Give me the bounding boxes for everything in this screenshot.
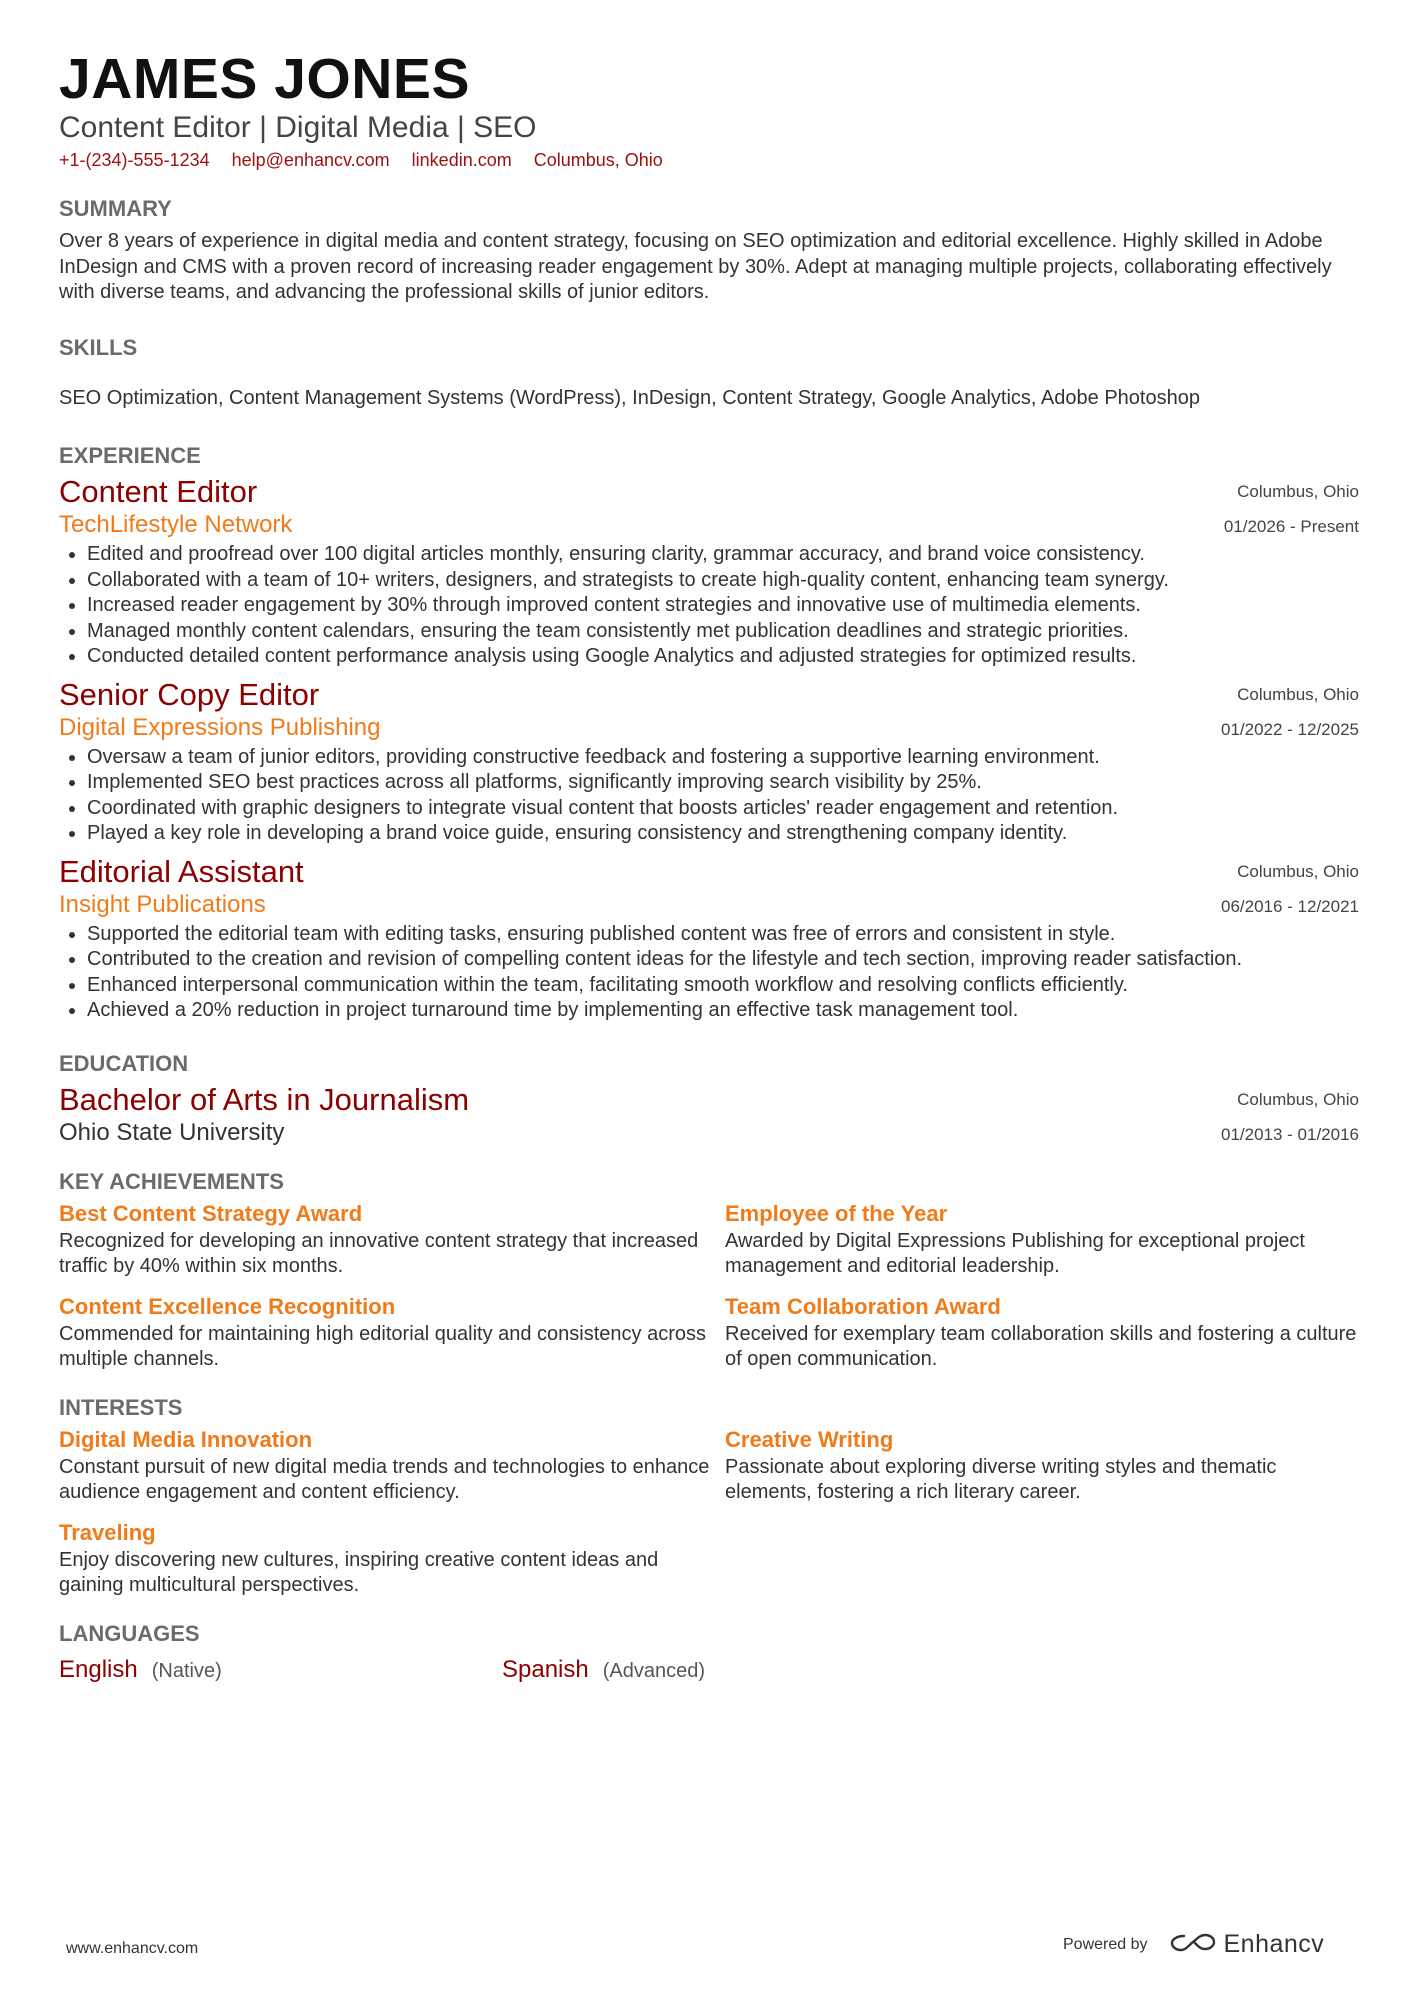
interest-desc: Enjoy discovering new cultures, inspiring creative content ideas and gaining multicultural perspectives. xyxy=(59,1548,659,1596)
skills-heading: SKILLS xyxy=(59,334,138,360)
job-header xyxy=(59,854,1359,920)
contact-email[interactable]: help@enhancv.com xyxy=(231,150,390,170)
education-section xyxy=(59,1050,1359,1148)
job-location: Columbus, Ohio xyxy=(1237,482,1359,501)
interest-desc: Passionate about exploring diverse writing styles and thematic elements, fostering a rich literary career. xyxy=(725,1455,1277,1503)
job-bullet: • Coordinated with graphic designers to integrate visual content that boosts articles' reader engagement and retention. xyxy=(87,796,1359,822)
education-entry xyxy=(59,1082,1359,1148)
languages-list xyxy=(59,1652,1359,1692)
summary-heading: SUMMARY xyxy=(59,196,172,221)
achievement-desc: Recognized for developing an innovative content strategy that increased traffic by 40% within six months. xyxy=(59,1229,699,1277)
job-meta xyxy=(1221,677,1359,747)
enhancv-logo-icon xyxy=(1170,1930,1216,1959)
job-meta xyxy=(1221,854,1359,924)
achievement-item xyxy=(725,1292,1359,1373)
language-level: (Native) xyxy=(151,1659,222,1682)
job-dates: 01/2022 - 12/2025 xyxy=(1220,719,1359,739)
achievement-title: Team Collaboration Award xyxy=(725,1293,1001,1319)
education-school: Ohio State University xyxy=(59,1118,285,1146)
contact-line xyxy=(59,148,1359,172)
job-header xyxy=(59,677,1359,743)
languages-heading: LANGUAGES xyxy=(59,1620,200,1646)
job-company: TechLifestyle Network xyxy=(59,511,293,538)
achievement-title: Employee of the Year xyxy=(725,1200,948,1226)
achievement-title: Best Content Strategy Award xyxy=(59,1200,363,1226)
contact-linkedin[interactable]: linkedin.com xyxy=(411,150,512,170)
footer-branding[interactable] xyxy=(1063,1930,1324,1959)
language-name: English xyxy=(59,1655,138,1683)
interest-desc: Constant pursuit of new digital media trends and technologies to enhance audience engagement and content efficiency. xyxy=(59,1455,710,1503)
enhancv-brand: Enhancv xyxy=(1223,1930,1325,1958)
interest-item xyxy=(59,1425,725,1506)
job-title: Senior Copy Editor xyxy=(59,676,320,712)
achievement-item xyxy=(59,1292,725,1373)
interests-heading: INTERESTS xyxy=(59,1394,183,1420)
language-name: Spanish xyxy=(502,1655,589,1683)
interest-item xyxy=(725,1425,1359,1506)
achievements-grid xyxy=(59,1199,1359,1373)
job-meta xyxy=(1224,474,1359,544)
job-bullet: • Achieved a 20% reduction in project turnaround time by implementing an effective task management tool. xyxy=(87,998,1299,1024)
skills-text: SEO Optimization, Content Management Systems (WordPress), InDesign, Content Strategy, Google Analytics, Adobe Photoshop xyxy=(59,386,1200,409)
achievement-item xyxy=(725,1199,1359,1280)
resume-page xyxy=(59,46,1359,1692)
contact-location: Columbus, Ohio xyxy=(533,150,663,170)
experience-heading: EXPERIENCE xyxy=(59,443,201,468)
skills-section xyxy=(59,334,1359,412)
job-location: Columbus, Ohio xyxy=(1237,684,1359,704)
powered-by-label: Powered by xyxy=(1063,1935,1148,1953)
interest-title: Creative Writing xyxy=(725,1426,894,1452)
education-dates: 01/2013 - 01/2016 xyxy=(1220,1124,1359,1144)
job-title: Editorial Assistant xyxy=(59,853,304,889)
candidate-name: JAMES JONES xyxy=(59,47,470,111)
summary-text: Over 8 years of experience in digital media and content strategy, focusing on SEO optimization and editorial excellence. Highly skilled in Adobe InDesign and CMS with a proven record of increasing reader engagement by 30%. Adept at managing multiple projects, collaborating effectively with diverse teams, and advancing the professional skills of junior editors. xyxy=(59,230,1332,303)
education-location: Columbus, Ohio xyxy=(1237,1089,1359,1109)
job-bullet: • Edited and proofread over 100 digital articles monthly, ensuring clarity, grammar accuracy, and brand voice consistency. xyxy=(87,542,1359,568)
interest-title: Traveling xyxy=(59,1519,156,1545)
education-degree: Bachelor of Arts in Journalism xyxy=(59,1081,470,1117)
interest-title: Digital Media Innovation xyxy=(59,1426,313,1452)
job-title: Content Editor xyxy=(59,474,258,509)
job-company: Insight Publications xyxy=(59,890,266,918)
interests-grid xyxy=(59,1425,1359,1599)
job-dates: 06/2016 - 12/2021 xyxy=(1220,896,1359,916)
job-bullet: • Enhanced interpersonal communication within the team, facilitating smooth workflow and resolving conflicts efficiently. xyxy=(87,973,1299,999)
job-location: Columbus, Ohio xyxy=(1237,861,1359,881)
job-company: Digital Expressions Publishing xyxy=(59,713,381,741)
achievement-desc: Awarded by Digital Expressions Publishing for exceptional project management and editorial leadership. xyxy=(725,1229,1305,1277)
job-bullet: • Oversaw a team of junior editors, providing constructive feedback and fostering a supportive learning environment. xyxy=(87,745,1359,771)
achievement-title: Content Excellence Recognition xyxy=(59,1293,396,1319)
achievement-desc: Commended for maintaining high editorial quality and consistency across multiple channels. xyxy=(59,1322,707,1370)
achievements-section xyxy=(59,1168,1359,1373)
contact-phone[interactable]: +1-(234)-555-1234 xyxy=(59,150,210,170)
experience-section xyxy=(59,442,1359,1024)
job-bullet: • Implemented SEO best practices across all platforms, significantly improving search visibility by 25%. xyxy=(87,770,1359,796)
language-item xyxy=(502,1652,705,1689)
job-bullets xyxy=(59,745,1359,847)
job-bullets xyxy=(59,542,1359,670)
job-bullet: • Managed monthly content calendars, ensuring the team consistently met publication deadlines and strategic priorities. xyxy=(87,619,1359,645)
languages-section xyxy=(59,1620,1359,1692)
language-item xyxy=(59,1652,222,1689)
job-bullet: • Contributed to the creation and revision of compelling content ideas for the lifestyle and tech section, improving reader satisfaction. xyxy=(87,947,1299,973)
footer-website[interactable]: www.enhancv.com xyxy=(66,1940,199,1957)
interest-item xyxy=(59,1518,725,1599)
job-entry xyxy=(59,854,1359,1024)
job-entry xyxy=(59,677,1359,847)
job-bullets xyxy=(59,922,1359,1024)
achievements-heading: KEY ACHIEVEMENTS xyxy=(59,1168,284,1194)
education-meta xyxy=(1221,1082,1359,1152)
job-header xyxy=(59,474,1359,540)
achievement-desc: Received for exemplary team collaboration skills and fostering a culture of open communication. xyxy=(725,1322,1357,1370)
education-heading: EDUCATION xyxy=(59,1050,189,1076)
job-bullet: • Conducted detailed content performance analysis using Google Analytics and adjusted strategies for optimized results. xyxy=(87,644,1359,670)
achievement-item xyxy=(59,1199,725,1280)
candidate-title: Content Editor | Digital Media | SEO xyxy=(59,111,537,144)
job-bullet: • Supported the editorial team with editing tasks, ensuring published content was free of errors and consistent in style. xyxy=(87,922,1299,948)
summary-section xyxy=(59,195,1359,306)
job-bullet: • Increased reader engagement by 30% through improved content strategies and innovative use of multimedia elements. xyxy=(87,593,1359,619)
job-bullet: • Played a key role in developing a brand voice guide, ensuring consistency and strengthening company identity. xyxy=(87,821,1359,847)
interests-section xyxy=(59,1394,1359,1599)
language-level: (Advanced) xyxy=(602,1659,706,1682)
job-bullet: • Collaborated with a team of 10+ writers, designers, and strategists to create high-quality content, enhancing team synergy. xyxy=(87,568,1359,594)
job-entry xyxy=(59,474,1359,670)
job-dates: 01/2026 - Present xyxy=(1223,517,1359,536)
